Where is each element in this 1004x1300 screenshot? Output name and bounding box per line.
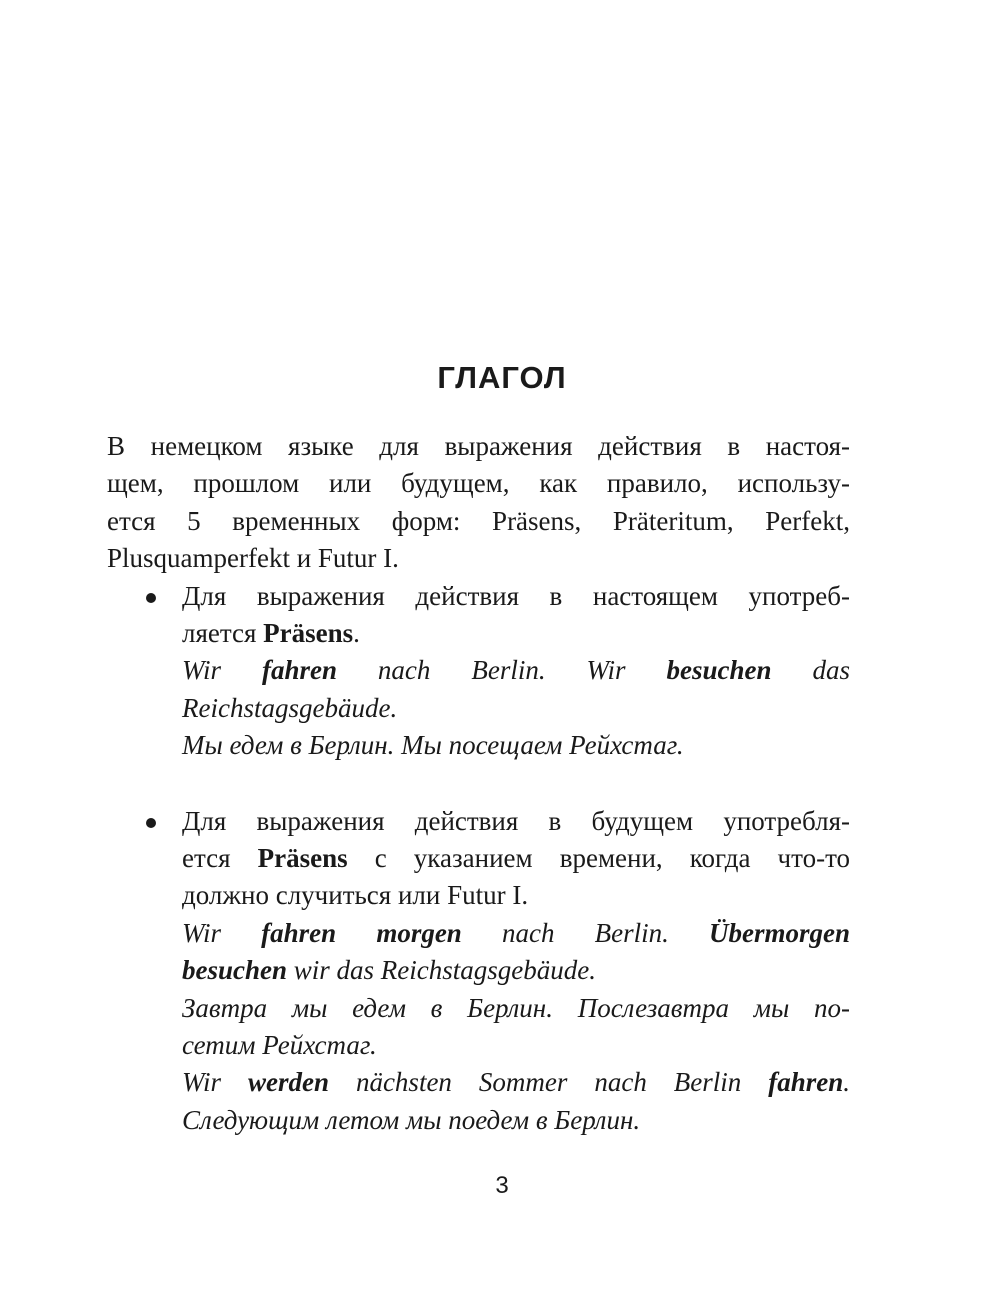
page-number: 3 [495,1172,509,1199]
text-line [182,579,850,613]
text-line [182,953,850,987]
bullet-icon [146,593,156,603]
bold-term: Präsens [263,618,354,648]
text-line [182,991,850,1025]
text-segment: ется [182,843,258,873]
text-line [182,878,850,912]
text-segment: das [771,655,851,686]
bold-term: besuchen [182,955,288,986]
bold-term: fahren morgen [261,917,462,948]
text-segment: nach Berlin. Wir [336,655,667,686]
text-segment: Wir [182,917,262,948]
text-line [182,1028,850,1062]
text-segment: nächsten Sommer nach Berlin [328,1067,769,1098]
text-line [182,804,850,838]
text-segment: ется 5 временных форм: Präsens, Präteritum, Perfekt, [107,505,850,536]
text-segment: должно случиться или Futur I. [182,880,529,911]
bold-term: besuchen [666,655,772,686]
page-title: ГЛАГОЛ [437,360,567,395]
text-line [107,429,850,463]
text-segment: Wir [182,1067,248,1098]
text-line [107,466,850,500]
text-segment: Для выражения действия в настоящем употреб- [182,580,850,611]
text-line [182,728,850,762]
text-line [107,504,850,538]
text-segment: Мы едем в Берлин. Мы посещаем Рейхстаг. [182,730,684,761]
text-segment: Plusquamperfekt и Futur I. [107,543,399,574]
text-segment: wir das Reichstagsgebäude. [287,955,596,986]
text-segment: Следующим летом мы поедем в Берлин. [182,1104,641,1135]
text-line [182,1065,850,1099]
text-segment: . [843,1067,851,1098]
text-segment: Wir [182,655,262,686]
bullet-icon [146,818,156,828]
text-segment: В немецком языке для выражения действия в настоя- [107,431,850,461]
text-segment: Завтра мы едем в Берлин. Послезавтра мы по- [182,992,850,1023]
bold-term: fahren [261,655,337,686]
text-line [182,691,850,725]
text-line [182,916,850,950]
text-segment: щем, прошлом или будущем, как правило, использу- [107,468,850,499]
text-segment: Для выражения действия в будущем употребля- [182,805,850,836]
bold-term: fahren [768,1067,844,1098]
text-line [182,841,850,875]
bold-term: Übermorgen [708,917,850,948]
text-segment: Reichstagsgebäude. [182,692,398,723]
text-line [182,1103,850,1137]
text-segment: сетим Рейхстаг. [182,1030,377,1060]
text-segment: ляется [182,618,264,648]
text-segment: . [353,618,360,648]
text-line [107,541,850,575]
text-segment: nach Berlin. [461,917,709,948]
text-line [182,616,850,650]
text-segment: с указанием времени, когда что-то [347,843,851,873]
text-line [182,653,850,687]
bold-term: werden [247,1067,329,1098]
bold-term: Präsens [257,843,348,873]
